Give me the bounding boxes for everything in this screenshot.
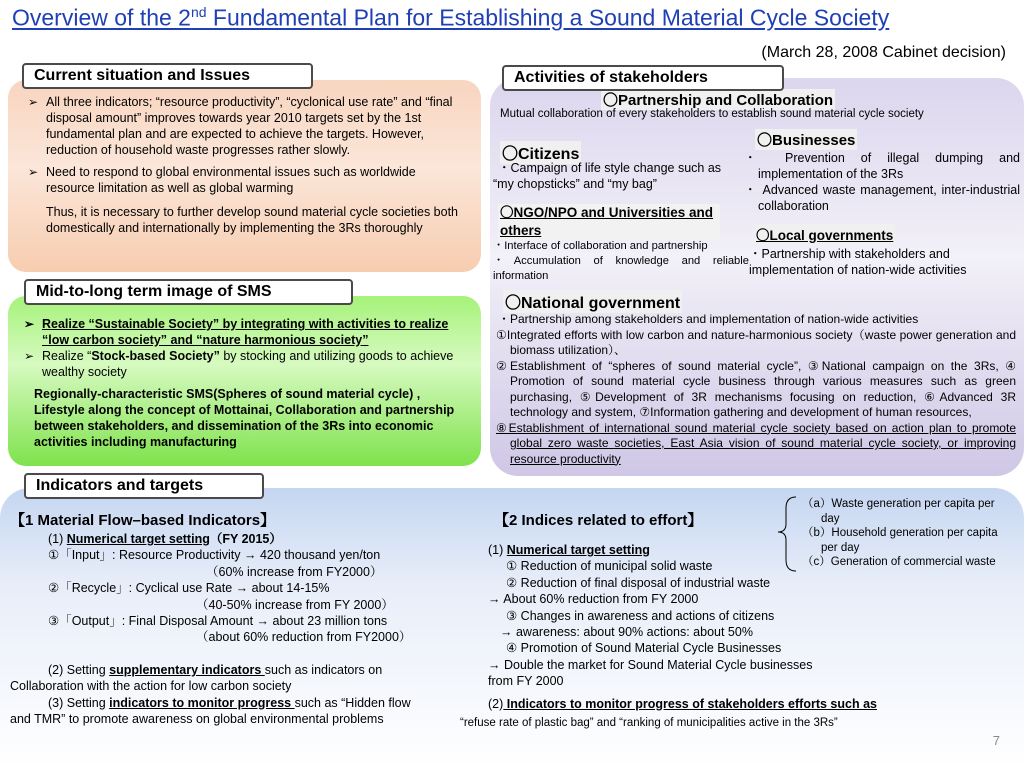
- national-gov-title: 〇National government: [503, 290, 682, 313]
- citizens-text: ・Campaign of life style change such as “my chopsticks” and “my bag”: [493, 161, 722, 191]
- current-situation-body: [26, 94, 466, 236]
- eff-line-5: ③ Changes in awareness and actions of citizens: [506, 608, 775, 623]
- current-bullet-2: ➢ Need to respond to global environmental issues such as worldwide resource limitation as well as global warming: [26, 164, 466, 196]
- mf-line-6: ③「Output」: Final Disposal Amount → about 23 million tons: [48, 614, 388, 629]
- note-b: （b）Household generation per capita per day: [802, 527, 998, 554]
- mf-line-4: ②「Recycle」: Cyclical use Rate → about 14-15%: [48, 581, 330, 596]
- businesses-item-2: ・ Advanced waste management, inter-industrial collaboration: [744, 183, 1020, 213]
- ngo-list: [493, 239, 749, 284]
- cabinet-date: (March 28, 2008 Cabinet decision): [761, 44, 1006, 61]
- effort-title: 【2 Indices related to effort】: [494, 512, 703, 529]
- eff-line-8: → Double the market for Sound Material Cycle businesses: [488, 657, 813, 672]
- mf-line-3: （60% increase from FY2000）: [206, 564, 383, 579]
- current-conclusion: Thus, it is necessary to further develop sound material cycle societies both domestically and internationally by implementing the 3Rs thoroughly: [46, 205, 459, 235]
- indicators-header: Indicators and targets: [24, 473, 264, 499]
- national-gov-body: [494, 312, 1016, 467]
- eff-line-1: (1) Numerical target setting: [488, 543, 650, 557]
- national-line-3: ②Establishment of “spheres of sound material cycle”, ③National campaign on the 3Rs, ④ Promotion of sound material cycle business through various measures such as green purchasing, ⑤Development of 3R mechanisms focusing on reduction, ⑥Advanced 3R technology and system, ⑦Information gathering and development of human resources,: [496, 358, 1017, 419]
- eff-line-7: ④ Promotion of Sound Material Cycle Businesses: [506, 641, 782, 656]
- mf-line-9: Collaboration with the action for low carbon society: [10, 679, 292, 694]
- material-flow-title: 【1 Material Flow–based Indicators】: [10, 512, 276, 529]
- current-situation-header: Current situation and Issues: [22, 63, 313, 89]
- ngo-item-2: ・Accumulation of knowledge and reliable information: [493, 255, 749, 282]
- eff-line-10: (2) Indicators to monitor progress of stakeholders efforts such as: [488, 696, 877, 711]
- eff-line-6: → awareness: about 90% actions: about 50%: [500, 625, 753, 640]
- current-bullet-1: ➢ All three indicators; “resource productivity”, “cyclonical use rate” and “final disposal amount” improves towards year 2010 targets set by the 1st fundamental plan and are expected to achieve the targets. However, reduction of household waste progresses rather slowly.: [26, 94, 466, 158]
- local-gov-text: ・Partnership with stakeholders and implementation of nation-wide activities: [749, 247, 967, 277]
- page-title: Overview of the 2nd Fundamental Plan for Establishing a Sound Material Cycle Society: [12, 4, 890, 31]
- mid-bullet-1: ➢ Realize “Sustainable Society” by integrating with activities to realize “low carbon society” and “nature harmonious society”: [22, 316, 470, 348]
- citizens-title: 〇Citizens: [500, 141, 581, 164]
- partnership-text: Mutual collaboration of every stakeholders to establish sound material cycle society: [500, 108, 924, 120]
- mf-line-2: ①「Input」: Resource Productivity → 420 thousand yen/ton: [48, 548, 381, 563]
- mid-term-header: Mid-to-long term image of SMS: [24, 279, 353, 305]
- eff-line-2: ① Reduction of municipal solid waste: [506, 559, 713, 574]
- eff-line-9: from FY 2000: [488, 674, 564, 689]
- ngo-item-1: ・Interface of collaboration and partnership: [493, 240, 708, 252]
- brace-icon: [774, 494, 800, 574]
- mf-line-11: and TMR” to promote awareness on global environmental problems: [10, 712, 384, 727]
- national-line-4: ⑧Establishment of international sound material cycle society based on action plan to promote global zero waste societies, East Asia vision of sound material cycle society, or improving resource productivity: [496, 420, 1016, 466]
- eff-line-3: ② Reduction of final disposal of industrial waste: [506, 575, 771, 590]
- businesses-item-1: ・ Prevention of illegal dumping and implementation of the 3Rs: [744, 151, 1020, 181]
- mid-term-body: [22, 316, 470, 450]
- material-flow-body: [10, 531, 480, 727]
- partnership-title: 〇Partnership and Collaboration: [601, 89, 835, 110]
- page-number: 7: [992, 733, 1000, 748]
- mf-line-10: (3) Setting indicators to monitor progress such as “Hidden flow: [48, 695, 411, 710]
- note-c: （c）Generation of commercial waste: [802, 556, 996, 569]
- businesses-list: [744, 150, 1020, 214]
- mid-bullet-2: ➢ Realize “Stock-based Society” by stocking and utilizing goods to achieve wealthy society: [22, 348, 470, 380]
- businesses-title: 〇Businesses: [755, 129, 857, 150]
- mf-line-1: (1) Numerical target setting（FY 2015）: [48, 532, 282, 546]
- activities-header: Activities of stakeholders: [502, 65, 784, 91]
- national-line-1: ・Partnership among stakeholders and implementation of nation-wide activities: [498, 312, 919, 326]
- effort-notes: [802, 497, 1016, 570]
- mf-line-5: （40-50% increase from FY 2000）: [196, 597, 394, 612]
- mf-line-7: （about 60% reduction from FY2000）: [196, 630, 412, 645]
- national-line-2: ①Integrated efforts with low carbon and nature-harmonious society（waste power generation and biomass utilization）、: [496, 327, 1016, 357]
- mid-regional: Regionally-characteristic SMS(Spheres of sound material cycle) , Lifestyle along the concept of Mottainai, Collaboration and partnership between stakeholders, and dissemination of the 3Rs into economic activities including manufacturing: [34, 387, 455, 449]
- mf-line-8: (2) Setting supplementary indicators such as indicators on: [48, 662, 383, 677]
- ngo-title: 〇NGO/NPO and Universities and others: [498, 204, 720, 240]
- eff-line-11: “refuse rate of plastic bag” and “ranking of municipalities active in the 3Rs”: [460, 717, 838, 729]
- local-gov-title: 〇Local governments: [754, 224, 895, 244]
- eff-line-4: → About 60% reduction from FY 2000: [488, 592, 699, 607]
- note-a: （a）Waste generation per capita per day: [802, 498, 995, 525]
